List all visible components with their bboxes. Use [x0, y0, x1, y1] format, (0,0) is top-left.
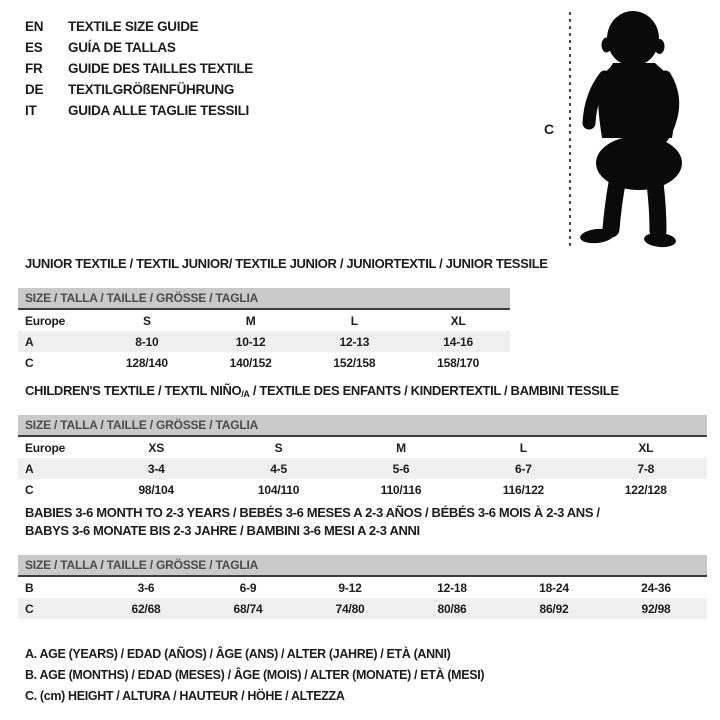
junior-size-table: [18, 308, 510, 373]
value-cell: 14-16: [443, 334, 473, 349]
babies-size-table: [18, 575, 707, 619]
value-cell: 140/152: [229, 355, 272, 370]
language-code: FR: [25, 61, 43, 76]
footnote-b: B. AGE (MONTHS) / EDAD (MESES) / ÂGE (MOIS) / ALTER (MONATE) / ETÀ (MESI): [25, 668, 485, 682]
value-cell: 62/68: [131, 601, 161, 616]
value-cell: 18-24: [539, 580, 569, 595]
language-row-it: [25, 100, 253, 121]
table-row-c: [18, 479, 707, 500]
language-title: TEXTILE SIZE GUIDE: [68, 19, 199, 34]
value-cell: 128/140: [125, 355, 168, 370]
value-cell: 3-4: [147, 461, 165, 476]
value-cell: 12-18: [437, 580, 467, 595]
value-cell: 4-5: [270, 461, 287, 476]
junior-table-title: JUNIOR TEXTILE / TEXTIL JUNIOR/ TEXTILE JUNIOR / JUNIORTEXTIL / JUNIOR TESSILE: [25, 256, 548, 271]
language-title: GUIDA ALLE TAGLIE TESSILI: [68, 103, 249, 118]
region-label-cell: Europe: [25, 313, 66, 328]
row-label-cell: C: [25, 355, 34, 370]
row-label-cell: B: [25, 580, 34, 595]
size-cell: L: [519, 440, 527, 455]
value-cell: 152/158: [333, 355, 376, 370]
footnote-a: A. AGE (YEARS) / EDAD (AÑOS) / ÂGE (ANS) / ALTER (JAHRE) / ETÀ (ANNI): [25, 647, 451, 661]
value-cell: 92/98: [641, 601, 671, 616]
value-cell: 12-13: [339, 334, 370, 349]
value-cell: 7-8: [637, 461, 655, 476]
language-code: IT: [25, 103, 37, 118]
value-cell: 10-12: [235, 334, 266, 349]
children-title-suffix: / TEXTILE DES ENFANTS / KINDERTEXTIL / BAMBINI TESSILE: [249, 383, 619, 398]
value-cell: 8-10: [135, 334, 159, 349]
footnotes: [25, 644, 484, 707]
children-table-title: [25, 383, 619, 399]
row-label-cell: C: [25, 482, 34, 497]
size-header-bar-children: SIZE / TALLA / TAILLE / GRÖSSE / TAGLIA: [18, 415, 707, 435]
size-cell: M: [396, 440, 406, 455]
row-label-cell: A: [25, 334, 34, 349]
value-cell: 158/170: [437, 355, 480, 370]
height-measure-label: C: [544, 121, 555, 137]
language-code: DE: [25, 82, 44, 97]
size-header-bar-junior: SIZE / TALLA / TAILLE / GRÖSSE / TAGLIA: [18, 288, 510, 308]
table-row-b: [18, 576, 707, 598]
size-cell: S: [142, 313, 151, 328]
value-cell: 110/116: [380, 482, 422, 497]
value-cell: 24-36: [641, 580, 671, 595]
table-row-c: [18, 352, 510, 373]
value-cell: 5-6: [392, 461, 410, 476]
language-title: GUIDE DES TAILLES TEXTILE: [68, 61, 254, 76]
language-list: [25, 16, 253, 121]
value-cell: 6-9: [239, 580, 257, 595]
value-cell: 68/74: [233, 601, 263, 616]
language-row-en: [25, 16, 253, 37]
value-cell: 3-6: [137, 580, 155, 595]
babies-title-line2: BABYS 3-6 MONATE BIS 2-3 JAHRE / BAMBINI 3-6 MESI A 2-3 ANNI: [25, 523, 420, 538]
value-cell: 6-7: [514, 461, 532, 476]
toddler-silhouette-icon: [575, 5, 720, 255]
footnote-c: C. (cm) HEIGHT / ALTURA / HAUTEUR / HÖHE / ALTEZZA: [25, 689, 345, 703]
table-header-row: [18, 436, 707, 458]
value-cell: 104/110: [257, 482, 300, 497]
babies-table-title: [25, 504, 600, 540]
language-code: ES: [25, 40, 43, 55]
value-cell: 116/122: [502, 482, 545, 497]
value-cell: 9-12: [338, 580, 362, 595]
language-code: EN: [25, 19, 44, 34]
size-header-bar-babies: SIZE / TALLA / TAILLE / GRÖSSE / TAGLIA: [18, 555, 707, 575]
size-cell: XL: [638, 440, 654, 455]
value-cell: 80/86: [437, 601, 467, 616]
row-label-cell: A: [25, 461, 34, 476]
children-title-prefix: CHILDREN'S TEXTILE / TEXTIL NIÑO: [25, 383, 242, 398]
region-label-cell: Europe: [25, 440, 66, 455]
size-cell: XL: [450, 313, 466, 328]
value-cell: 86/92: [539, 601, 569, 616]
value-cell: 98/104: [138, 482, 174, 497]
value-cell: 74/80: [335, 601, 365, 616]
table-row-a: [18, 458, 707, 479]
children-title-subscript: /A: [241, 389, 250, 399]
size-cell: M: [245, 313, 256, 328]
height-measure-dotted-line: [569, 12, 571, 250]
table-row-a: [18, 331, 510, 352]
size-cell: XS: [148, 440, 164, 455]
row-label-cell: C: [25, 601, 34, 616]
table-header-row: [18, 309, 510, 331]
language-row-fr: [25, 58, 253, 79]
language-row-de: [25, 79, 253, 100]
size-cell: L: [350, 313, 358, 328]
language-title: GUÍA DE TALLAS: [68, 40, 176, 55]
value-cell: 122/128: [624, 482, 667, 497]
size-cell: S: [274, 440, 283, 455]
table-row-c: [18, 598, 707, 619]
babies-title-line1: BABIES 3-6 MONTH TO 2-3 YEARS / BEBÉS 3-6 MESES A 2-3 AÑOS / BÉBÉS 3-6 MOIS À 2-3 ANS /: [25, 505, 600, 520]
children-size-table: [18, 435, 707, 500]
language-title: TEXTILGRÖßENFÜHRUNG: [68, 82, 235, 97]
language-row-es: [25, 37, 253, 58]
